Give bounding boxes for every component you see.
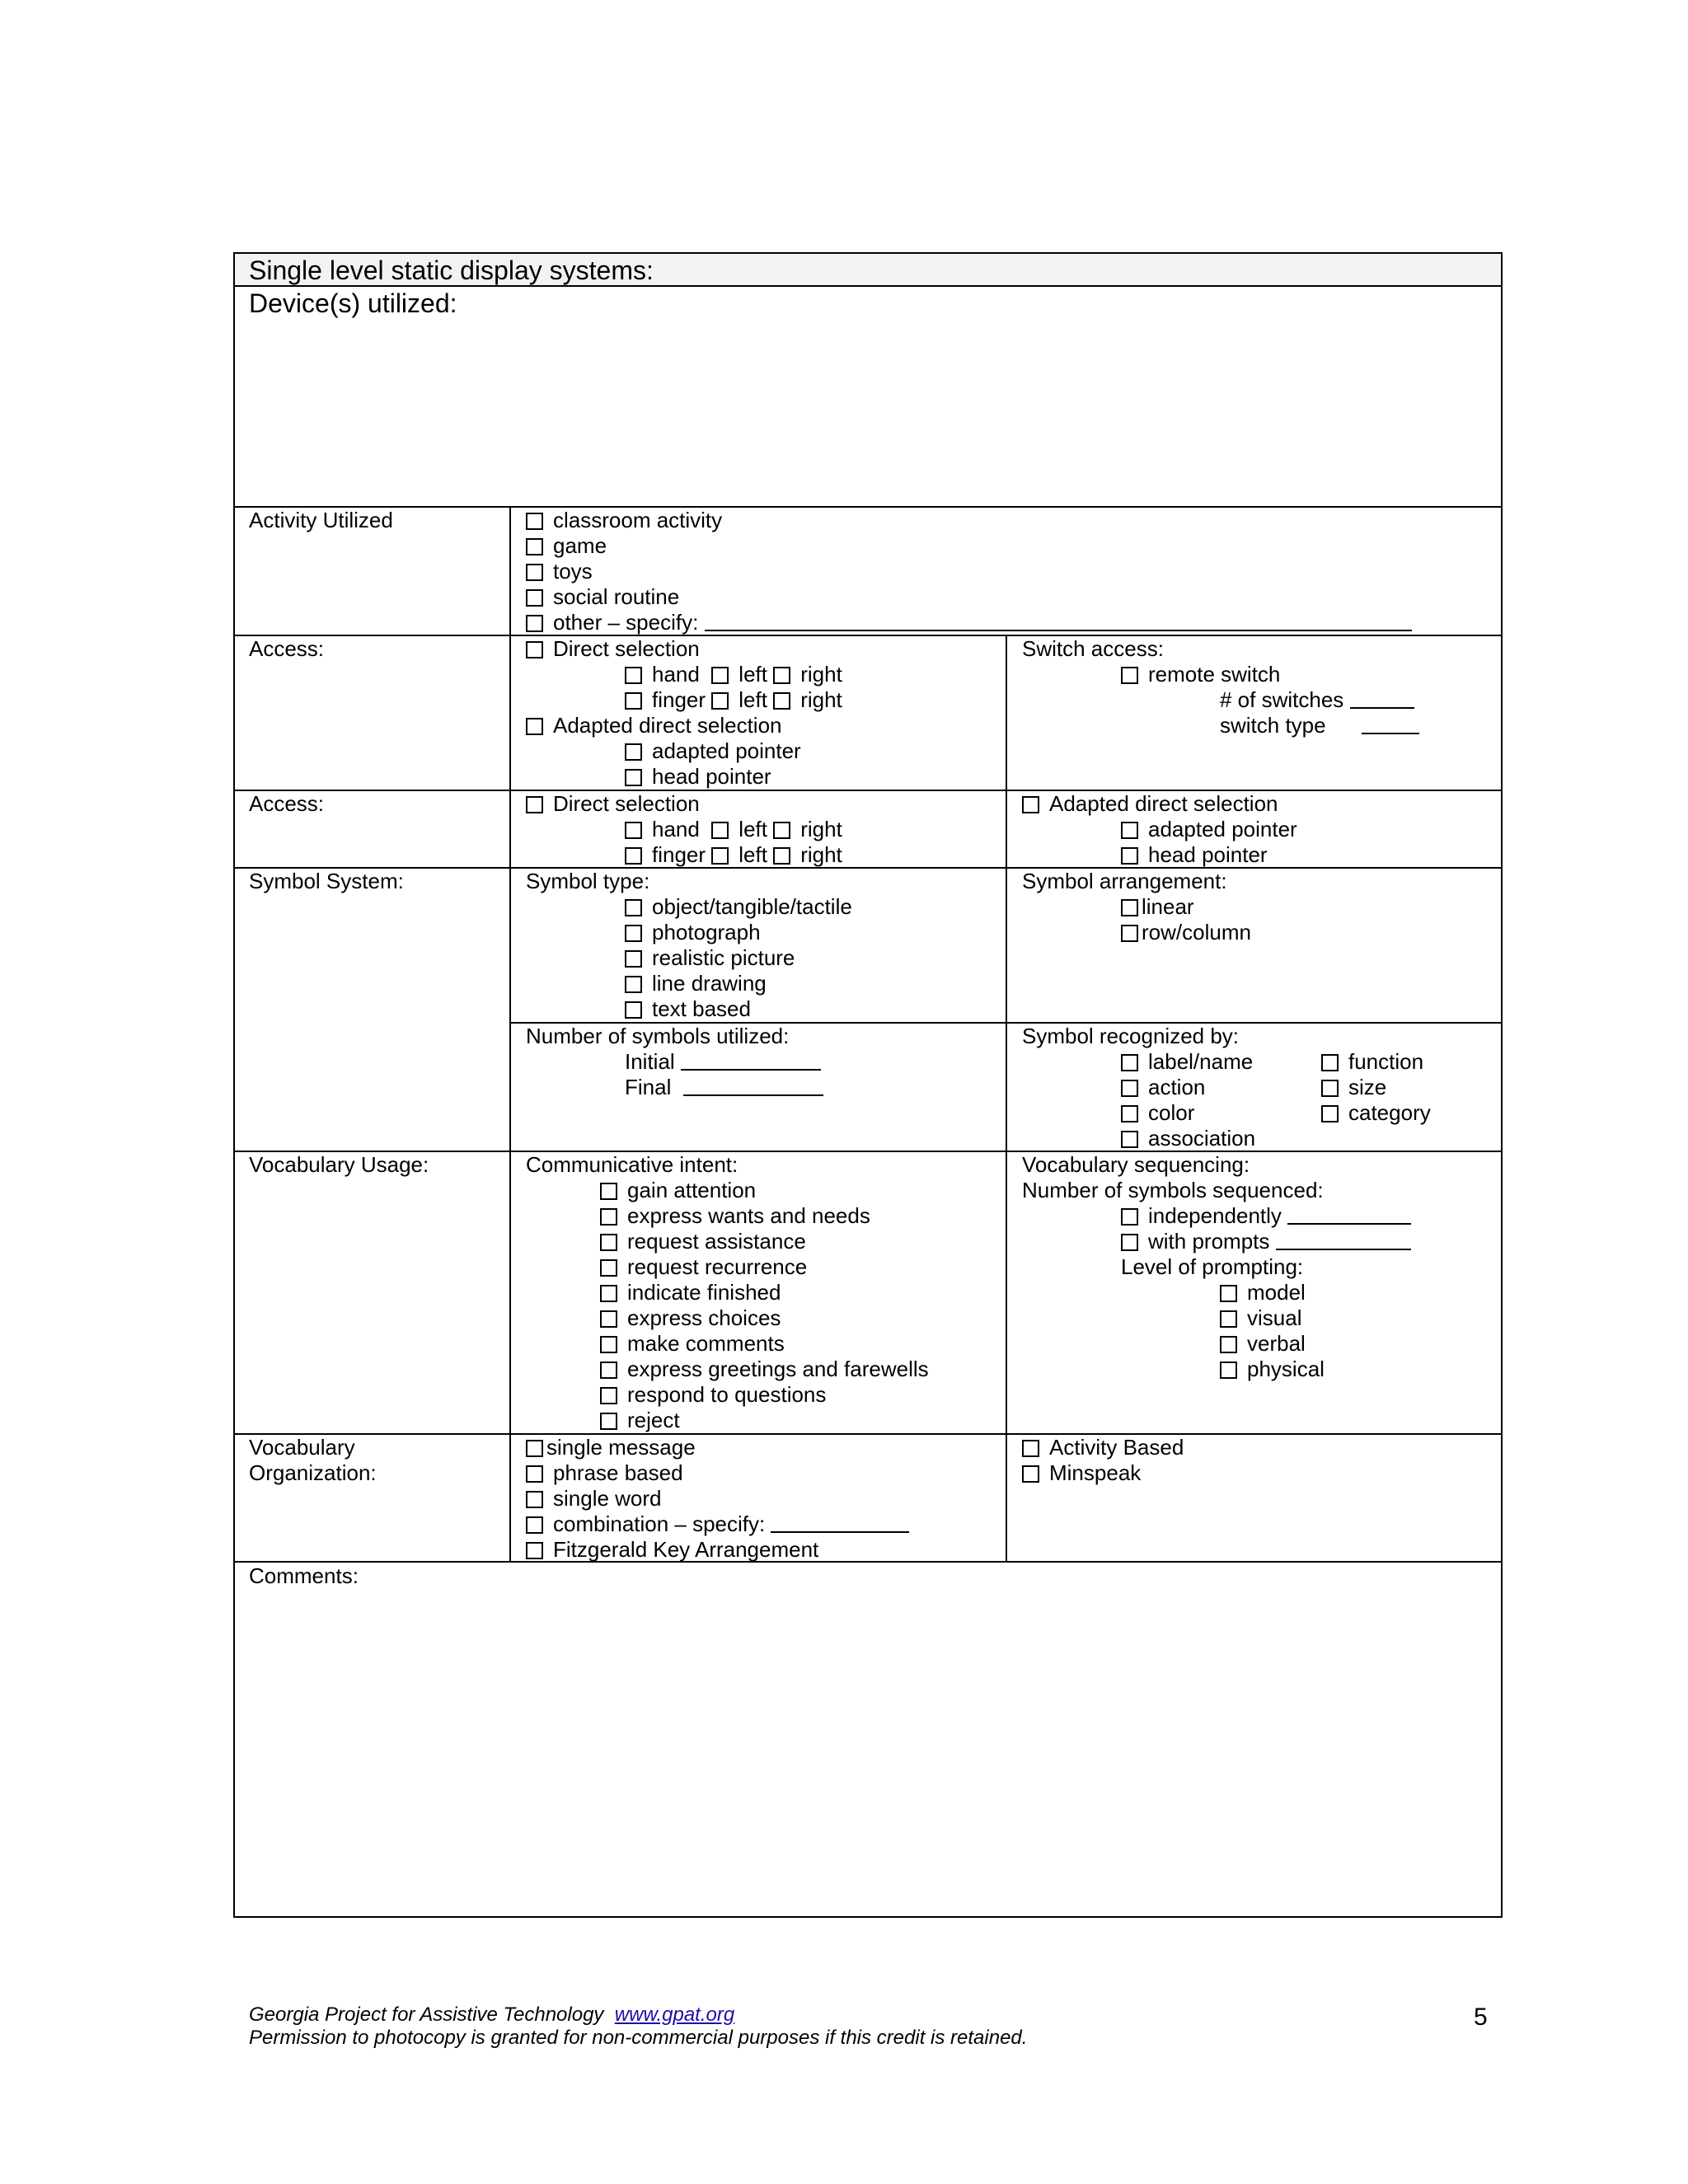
recognized-option[interactable]: action	[1121, 1075, 1205, 1100]
divider	[235, 790, 1501, 791]
intent-option[interactable]: express greetings and farewells	[600, 1357, 929, 1382]
level-of-prompting-label: Level of prompting:	[1121, 1254, 1304, 1279]
recognized-option[interactable]: label/name	[1121, 1049, 1253, 1075]
divider	[235, 506, 1501, 508]
checkbox[interactable]	[1121, 1208, 1138, 1226]
activity-option-other[interactable]: other – specify:	[526, 610, 1412, 635]
checkbox[interactable]	[1220, 1285, 1237, 1302]
checkbox[interactable]	[625, 822, 642, 839]
checkbox[interactable]	[600, 1310, 617, 1328]
organization-option[interactable]: single word	[526, 1486, 662, 1511]
intent-option[interactable]: express wants and needs	[600, 1203, 870, 1229]
recognized-option[interactable]: function	[1321, 1049, 1423, 1075]
vocabulary-sequencing-label: Vocabulary sequencing:	[1022, 1152, 1250, 1177]
divider	[235, 1433, 1501, 1435]
organization-option[interactable]: Minspeak	[1022, 1460, 1141, 1486]
switch-access-label: Switch access:	[1022, 636, 1164, 661]
checkbox[interactable]	[1220, 1361, 1237, 1379]
checkbox[interactable]	[600, 1387, 617, 1404]
column-divider	[509, 506, 511, 1563]
page-number: 5	[1474, 2004, 1488, 2031]
checkbox[interactable]	[773, 667, 790, 684]
recognized-option[interactable]: size	[1321, 1075, 1386, 1100]
adapted-direct-selection-option[interactable]: Adapted direct selection	[1022, 791, 1278, 817]
checkbox[interactable]	[1220, 1310, 1237, 1328]
symbol-system-label: Symbol System:	[249, 869, 404, 893]
adapted-pointer-option[interactable]: adapted pointer	[625, 738, 801, 764]
devices-label: Device(s) utilized:	[249, 288, 457, 318]
checkbox[interactable]	[625, 743, 642, 761]
checkbox[interactable]	[526, 538, 543, 555]
symbol-type-option[interactable]: text based	[625, 996, 751, 1022]
checkbox[interactable]	[625, 667, 642, 684]
recognized-option[interactable]: category	[1321, 1100, 1431, 1126]
organization-option[interactable]: Fitzgerald Key Arrangement	[526, 1537, 818, 1563]
vocabulary-usage-label: Vocabulary Usage:	[249, 1152, 429, 1177]
checkbox[interactable]	[526, 641, 543, 658]
num-switches-field[interactable]: # of switches	[1220, 687, 1414, 713]
prompt-level-option[interactable]: physical	[1220, 1357, 1325, 1382]
organization-option[interactable]: phrase based	[526, 1460, 683, 1486]
checkbox[interactable]	[625, 769, 642, 786]
checkbox[interactable]	[526, 615, 543, 632]
checkbox[interactable]	[1022, 1465, 1039, 1483]
checkbox[interactable]	[600, 1208, 617, 1226]
checkbox[interactable]	[600, 1259, 617, 1277]
checkbox[interactable]	[526, 1516, 543, 1534]
checkbox[interactable]	[1121, 667, 1138, 684]
checkbox[interactable]	[1121, 1234, 1138, 1251]
checkbox[interactable]	[625, 976, 642, 993]
switch-type-blank[interactable]	[1362, 715, 1419, 734]
arrangement-option[interactable]: linear	[1121, 894, 1194, 920]
checkbox[interactable]	[711, 822, 729, 839]
prompt-level-option[interactable]: visual	[1220, 1305, 1301, 1331]
column-divider	[1006, 635, 1007, 1563]
vocabulary-organization-label: Vocabulary	[249, 1435, 355, 1460]
activity-option[interactable]: toys	[526, 559, 593, 584]
checkbox[interactable]	[1220, 1336, 1237, 1353]
form-title: Single level static display systems:	[249, 255, 654, 285]
symbol-type-option[interactable]: photograph	[625, 920, 761, 945]
activity-label: Activity Utilized	[249, 508, 393, 532]
checkbox[interactable]	[600, 1413, 617, 1430]
prompt-level-option[interactable]: verbal	[1220, 1331, 1306, 1357]
with-prompts-option[interactable]: with prompts	[1121, 1229, 1411, 1254]
hand-option[interactable]: hand left right	[625, 662, 842, 687]
checkbox[interactable]	[711, 847, 729, 865]
organization-option-combination[interactable]: combination – specify:	[526, 1511, 909, 1537]
checkbox[interactable]	[625, 692, 642, 710]
activity-option[interactable]: game	[526, 533, 607, 559]
intent-option[interactable]: reject	[600, 1408, 680, 1433]
checkbox[interactable]	[1121, 899, 1138, 916]
checkbox[interactable]	[1121, 1080, 1138, 1097]
intent-option[interactable]: make comments	[600, 1331, 785, 1357]
hand-option[interactable]: hand left right	[625, 817, 842, 842]
intent-option[interactable]: respond to questions	[600, 1382, 826, 1408]
finger-option[interactable]: finger left right	[625, 687, 842, 713]
checkbox[interactable]	[1121, 1131, 1138, 1148]
symbol-recognized-label: Symbol recognized by:	[1022, 1024, 1240, 1048]
checkbox[interactable]	[773, 822, 790, 839]
checkbox[interactable]	[526, 564, 543, 581]
checkbox[interactable]	[526, 718, 543, 735]
intent-option[interactable]: gain attention	[600, 1178, 756, 1203]
checkbox[interactable]	[526, 796, 543, 813]
remote-switch-option[interactable]: remote switch	[1121, 662, 1280, 687]
symbol-type-option[interactable]: realistic picture	[625, 945, 795, 971]
recognized-option[interactable]: association	[1121, 1126, 1255, 1151]
checkbox[interactable]	[1121, 822, 1138, 839]
checkbox[interactable]	[1022, 796, 1039, 813]
checkbox[interactable]	[773, 847, 790, 865]
checkbox[interactable]	[1321, 1054, 1339, 1071]
specify-blank[interactable]	[705, 612, 1412, 631]
head-pointer-option[interactable]: head pointer	[1121, 842, 1268, 868]
final-blank[interactable]	[683, 1076, 823, 1096]
symbol-type-option[interactable]: object/tangible/tactile	[625, 894, 852, 920]
finger-option[interactable]: finger left right	[625, 842, 842, 868]
adapted-direct-selection-option[interactable]: Adapted direct selection	[526, 713, 782, 738]
checkbox[interactable]	[526, 1465, 543, 1483]
symbols-sequenced-label: Number of symbols sequenced:	[1022, 1178, 1324, 1202]
checkbox[interactable]	[711, 692, 729, 710]
access-label: Access:	[249, 636, 325, 661]
checkbox[interactable]	[526, 1542, 543, 1559]
checkbox[interactable]	[526, 1440, 543, 1457]
head-pointer-option[interactable]: head pointer	[625, 764, 771, 790]
vocabulary-organization-label: Organization:	[249, 1460, 377, 1485]
checkbox[interactable]	[526, 513, 543, 530]
intent-option[interactable]: express choices	[600, 1305, 781, 1331]
access-label: Access:	[249, 791, 325, 816]
checkbox[interactable]	[1321, 1105, 1339, 1122]
checkbox[interactable]	[1121, 1054, 1138, 1071]
independently-option[interactable]: independently	[1121, 1203, 1411, 1229]
independently-blank[interactable]	[1287, 1205, 1411, 1225]
checkbox[interactable]	[625, 950, 642, 968]
symbol-arrangement-label: Symbol arrangement:	[1022, 869, 1227, 893]
number-of-symbols-label: Number of symbols utilized:	[526, 1024, 790, 1048]
checkbox[interactable]	[600, 1183, 617, 1200]
intent-option[interactable]: request assistance	[600, 1229, 806, 1254]
comments-label: Comments:	[249, 1563, 359, 1588]
activity-option[interactable]: social routine	[526, 584, 679, 610]
checkbox[interactable]	[600, 1285, 617, 1302]
checkbox[interactable]	[1121, 1105, 1138, 1122]
with-prompts-blank[interactable]	[1276, 1230, 1411, 1250]
recognized-option[interactable]: color	[1121, 1100, 1194, 1126]
adapted-pointer-option[interactable]: adapted pointer	[1121, 817, 1297, 842]
checkbox[interactable]	[625, 899, 642, 916]
divider	[235, 1561, 1501, 1563]
arrangement-option[interactable]: row/column	[1121, 920, 1251, 945]
divider	[235, 867, 1501, 869]
initial-field[interactable]: Initial	[625, 1049, 821, 1075]
organization-option[interactable]: Activity Based	[1022, 1435, 1184, 1460]
footer-credit	[249, 2004, 734, 2027]
organization-option[interactable]: single message	[526, 1435, 696, 1460]
prompt-level-option[interactable]: model	[1220, 1280, 1306, 1305]
checkbox[interactable]	[625, 925, 642, 942]
checkbox[interactable]	[1121, 925, 1138, 942]
checkbox[interactable]	[526, 589, 543, 607]
footer-link[interactable]: www.gpat.org	[614, 2004, 735, 2026]
checkbox[interactable]	[625, 1001, 642, 1019]
intent-option[interactable]: indicate finished	[600, 1280, 781, 1305]
checkbox[interactable]	[711, 667, 729, 684]
num-switches-blank[interactable]	[1350, 689, 1414, 709]
footer-org: Georgia Project for Assistive Technology	[249, 2004, 604, 2026]
switch-type-field[interactable]: switch type	[1220, 713, 1419, 738]
final-field[interactable]: Final	[625, 1075, 823, 1100]
checkbox[interactable]	[600, 1361, 617, 1379]
symbol-type-label: Symbol type:	[526, 869, 650, 893]
checkbox[interactable]	[625, 847, 642, 865]
intent-option[interactable]: request recurrence	[600, 1254, 807, 1280]
symbol-type-option[interactable]: line drawing	[625, 971, 767, 996]
assessment-form	[233, 252, 1503, 1918]
initial-blank[interactable]	[681, 1051, 821, 1071]
checkbox[interactable]	[773, 692, 790, 710]
footer-permission: Permission to photocopy is granted for non-commercial purposes if this credit is retained.	[249, 2027, 1028, 2049]
combination-blank[interactable]	[771, 1513, 909, 1533]
communicative-intent-label: Communicative intent:	[526, 1152, 738, 1177]
checkbox[interactable]	[1022, 1440, 1039, 1457]
direct-selection-option[interactable]: Direct selection	[526, 791, 700, 817]
checkbox[interactable]	[1321, 1080, 1339, 1097]
checkbox[interactable]	[1121, 847, 1138, 865]
activity-option[interactable]: classroom activity	[526, 508, 722, 533]
direct-selection-option[interactable]: Direct selection	[526, 636, 700, 662]
checkbox[interactable]	[526, 1491, 543, 1508]
checkbox[interactable]	[600, 1336, 617, 1353]
checkbox[interactable]	[600, 1234, 617, 1251]
